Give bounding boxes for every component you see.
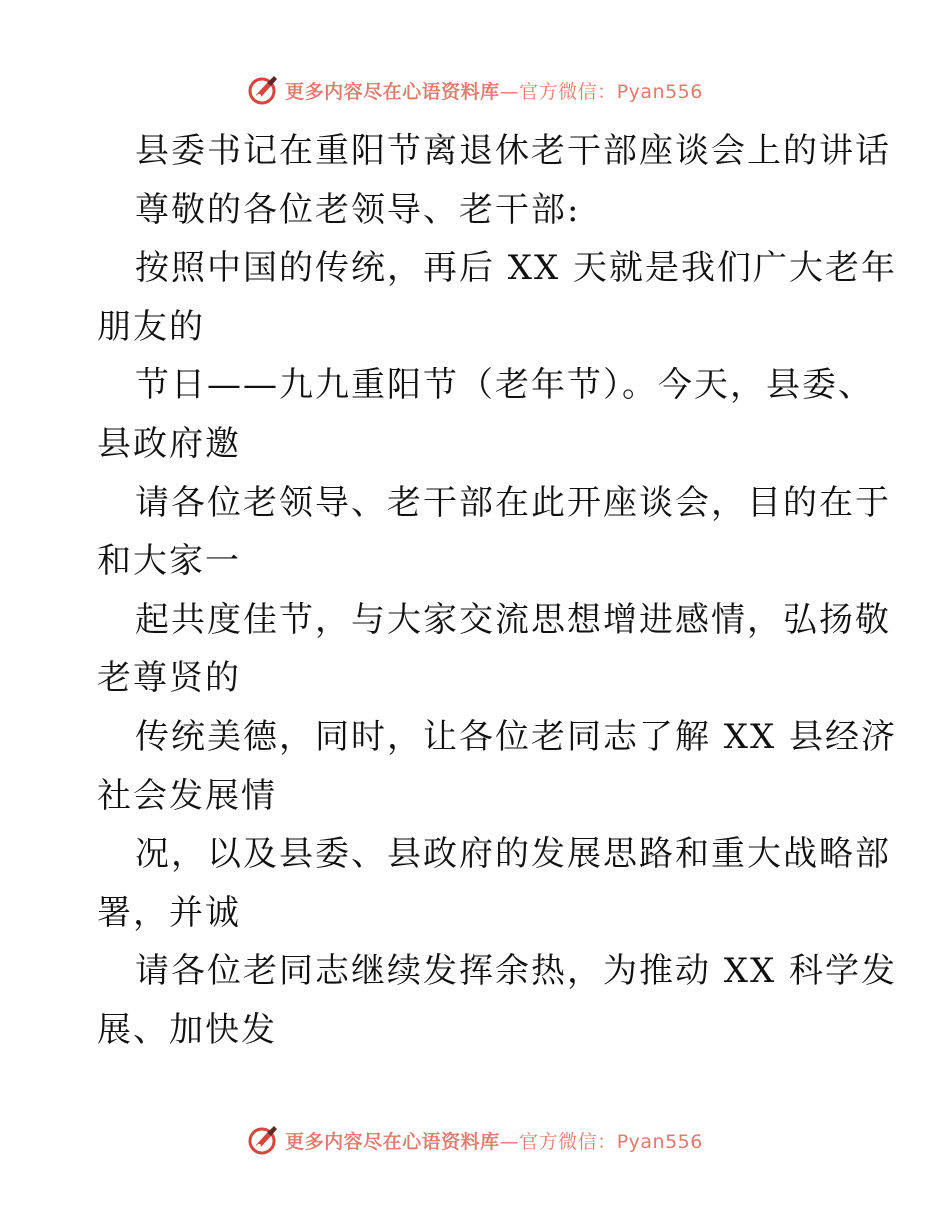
banner-dash: — [499, 80, 520, 103]
paragraph-line: 署，并诚 [97, 892, 241, 933]
header-banner-text [285, 77, 703, 104]
document-body [97, 122, 898, 1060]
paragraph-line: 老尊贤的 [97, 658, 241, 699]
banner-wechat-id: Pyan556 [616, 1130, 703, 1153]
footer-banner-text [285, 1127, 703, 1154]
header-banner [0, 70, 950, 110]
banner-official-label: 官方微信： [519, 80, 617, 103]
paragraph-line: 展、加快发 [97, 1009, 277, 1050]
footer-banner [0, 1120, 950, 1160]
paragraph-line: 社会发展情 [97, 775, 277, 816]
paragraph-line: 况，以及县委、县政府的发展思路和重大战略部 [135, 834, 891, 875]
paragraph-line: 请各位老同志继续发挥余热，为推动 XX 科学发 [135, 951, 898, 992]
paragraph-line: 节日——九九重阳节（老年节）。今天，县委、 [135, 365, 874, 406]
paragraph-line: 请各位老领导、老干部在此开座谈会，目的在于 [135, 482, 891, 523]
brush-pen-logo-icon [247, 73, 281, 107]
banner-official-label: 官方微信： [519, 1130, 617, 1153]
paragraph-line: 传统美德，同时，让各位老同志了解 XX 县经济 [135, 716, 898, 757]
document-title: 县委书记在重阳节离退休老干部座谈会上的讲话 [135, 131, 891, 171]
banner-main-text: 更多内容尽在心语资料库 [285, 80, 500, 103]
paragraph-line: 和大家一 [97, 541, 241, 582]
banner-dash: — [499, 1130, 520, 1153]
brush-pen-logo-icon [247, 1123, 281, 1157]
banner-main-text: 更多内容尽在心语资料库 [285, 1130, 500, 1153]
banner-wechat-id: Pyan556 [616, 80, 703, 103]
paragraph-line: 按照中国的传统，再后 XX 天就是我们广大老年 [135, 248, 898, 289]
salutation: 尊敬的各位老领导、老干部: [135, 189, 581, 230]
paragraph-line: 朋友的 [97, 306, 205, 347]
paragraph-line: 县政府邀 [97, 423, 241, 464]
paragraph-line: 起共度佳节，与大家交流思想增进感情，弘扬敬 [135, 599, 891, 640]
